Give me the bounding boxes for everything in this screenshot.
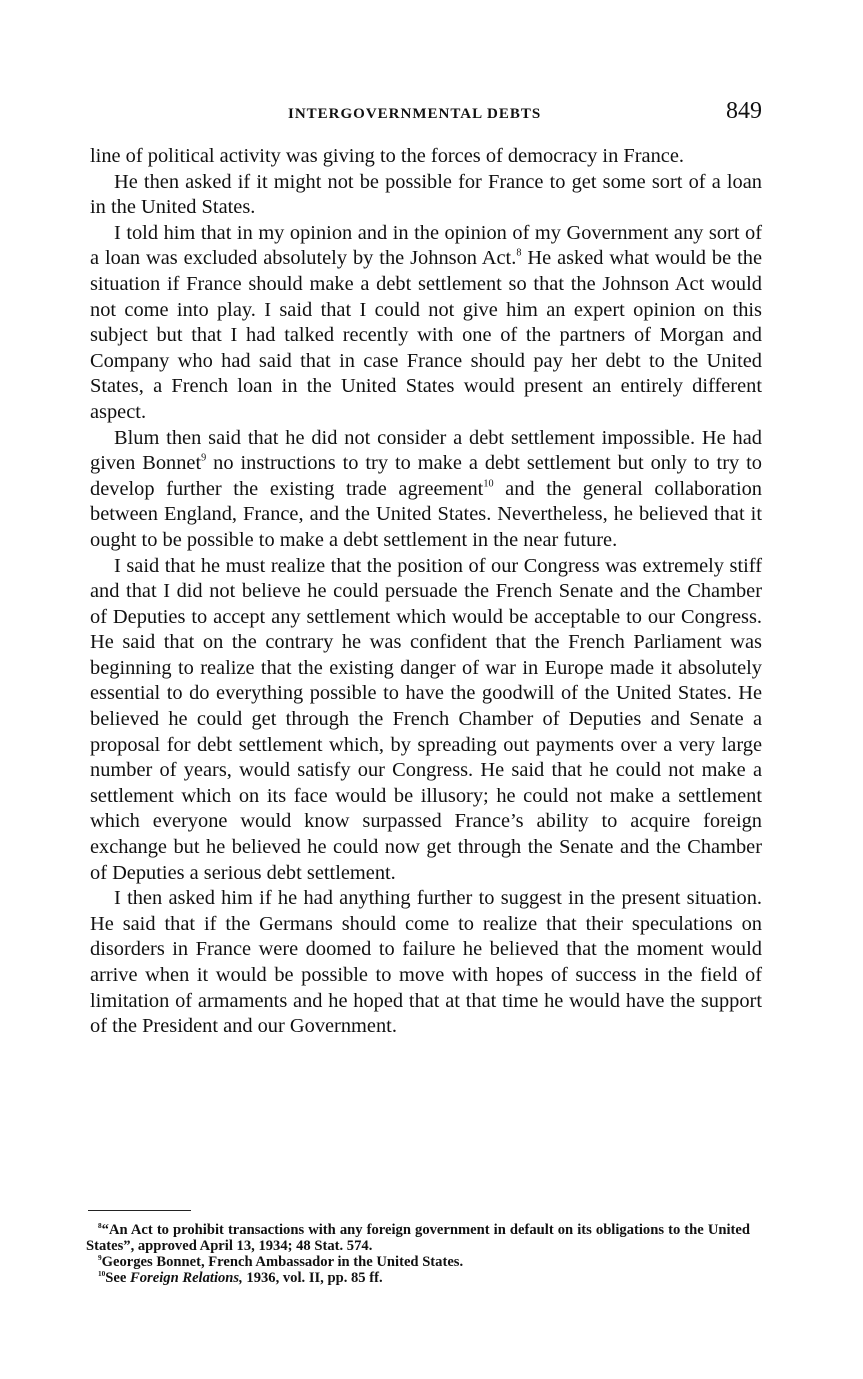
paragraph bbox=[90, 426, 762, 554]
footnote bbox=[86, 1222, 750, 1254]
footnote-divider bbox=[88, 1210, 191, 1211]
footnote-ref: 8 bbox=[516, 247, 522, 259]
paragraph-text: Blum then said that he did not consider a debt settlement impossible. He had given Bonnet bbox=[90, 426, 762, 475]
running-title: INTERGOVERNMENTAL DEBTS bbox=[288, 106, 542, 122]
footnote-citation-title: Foreign Relations, bbox=[130, 1270, 243, 1286]
footnotes bbox=[86, 1222, 750, 1286]
page-header bbox=[90, 98, 762, 132]
paragraph-text: I told him that in my opinion and in the opinion of my Government any sort of a loan was excluded absolutely by the Johnson Act. bbox=[90, 221, 762, 270]
footnote-text: See bbox=[105, 1270, 131, 1286]
footnote-ref: 9 bbox=[201, 452, 207, 464]
footnote-mark: 8 bbox=[98, 1220, 102, 1230]
footnote-mark: 9 bbox=[98, 1252, 102, 1262]
paragraph-continued: line of political activity was giving to the forces of democracy in France. bbox=[90, 145, 684, 167]
footnote-text: “An Act to prohibit transactions with any foreign government in default on its obligations to the United States”, approved April 13, 1934; 48 Stat. 574. bbox=[86, 1222, 750, 1254]
paragraph-text: and the general collaboration between England, France, and the United States. Nevertheless, he believed that it ought to be possible to make a debt settlement in the near future. bbox=[90, 477, 762, 551]
paragraph-text: He asked what would be the situation if France should make a debt settlement so that the Johnson Act would not come into play. I said that I could not give him an expert opinion on this subject but that I had talked recently with one of the partners of Morgan and Company who had said that in case France should pay her debt to the United States, a French loan in the United States would present an entirely different aspect. bbox=[90, 247, 763, 423]
paragraph: I then asked him if he had anything further to suggest in the present situation. He said that if the Germans should come to realize that their speculations on disorders in France were doomed to failure he believed that the moment would arrive when it would be possible to move with hopes of success in the field of limitation of armaments and he hoped that at that time he would have the support of the President and our Government. bbox=[90, 887, 762, 1038]
body-text bbox=[90, 144, 762, 1040]
footnote bbox=[86, 1254, 750, 1270]
paragraph: I said that he must realize that the position of our Congress was extremely stiff and that I did not believe he could persuade the French Senate and the Chamber of Deputies to accept any settlement which would be acceptable to our Congress. He said that on the contrary he was confident that the French Parliament was beginning to realize that the existing danger of war in Europe made it absolutely essential to do everything possible to have the goodwill of the United States. He believed he could get through the French Chamber of Deputies and Senate a proposal for debt settlement which, by spreading out payments over a very large number of years, would satisfy our Congress. He said that he could not make a settlement which on its face would be illusory; he could not make a settlement which everyone would know surpassed France’s ability to acquire foreign exchange but he believed he could now get through the Senate and the Chamber of Deputies a serious debt settlement. bbox=[90, 554, 762, 884]
footnote-ref: 10 bbox=[483, 478, 494, 490]
paragraph-text: no instructions to try to make a debt settlement but only to try to develop further the existing trade agreement bbox=[90, 452, 762, 500]
footnote-text: Georges Bonnet, French Ambassador in the United States. bbox=[101, 1254, 464, 1270]
paragraph bbox=[90, 221, 762, 426]
footnote bbox=[86, 1270, 750, 1286]
paragraph: He then asked if it might not be possible for France to get some sort of a loan in the United States. bbox=[90, 170, 762, 219]
footnote-text: 1936, vol. II, pp. 85 ff. bbox=[242, 1270, 383, 1286]
page-number: 849 bbox=[726, 98, 762, 124]
footnote-mark: 10 bbox=[98, 1268, 106, 1278]
